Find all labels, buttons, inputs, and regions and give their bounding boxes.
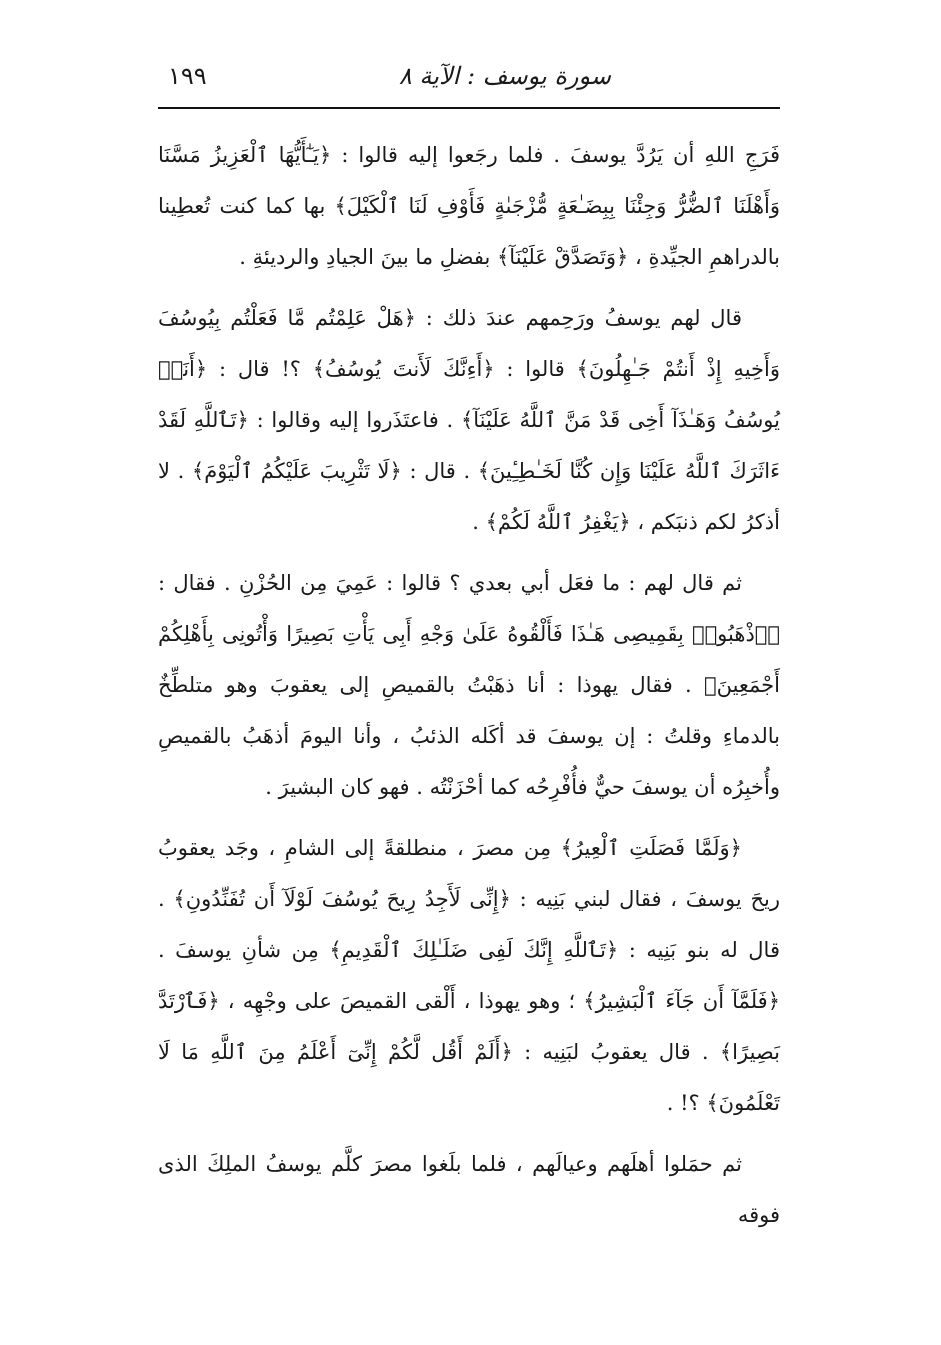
page-number: ١٩٩ bbox=[168, 62, 207, 90]
header-rule bbox=[158, 107, 780, 109]
paragraph: ثم حمَلوا أهلَهم وعيالَهم ، فلما بلَغوا مصرَ كلَّم يوسفُ الملِكَ الذى فوقه bbox=[158, 1152, 780, 1227]
paragraph: فَرَجِ اللهِ أن يَرُدَّ يوسفَ . فلما رجَعوا إليه قالوا : ﴿يَـٰٓأَيُّهَا ٱلْعَزِيزُ مَسَّنَا وَأَهْلَنَا ٱلضُّرُّ وَجِئْنَا بِبِضَـٰعَةٍ مُّزْجَىٰةٍ فَأَوْفِ لَنَا ٱلْكَيْلَ﴾ بها كما كنت تُعطِينا بالدراهمِ الجيِّدةِ ، ﴿وَتَصَدَّقْ عَلَيْنَآ﴾ بفضلِ ما بينَ الجيادِ والرديئةِ . bbox=[158, 143, 780, 269]
running-title: سورة يوسف : الآية ٨ bbox=[398, 62, 611, 90]
paragraph: ثم قال لهم : ما فعَل أبي بعدي ؟ قالوا : عَمِيَ مِن الحُزْنِ . فقال : ﴿ٱذْهَبُوا۟ بِقَمِيصِى هَـٰذَا فَأَلْقُوهُ عَلَىٰ وَجْهِ أَبِى يَأْتِ بَصِيرًا وَأْتُونِى بِأَهْلِكُمْ أَجْمَعِينَ﴾ . فقال يهوذا : أنا ذهَبْتُ بالقميصِ إلى يعقوبَ وهو متلطِّخٌ بالدماءِ وقلتُ : إن يوسفَ قد أكَله الذئبُ ، وأنا اليومَ أذهَبُ بالقميصِ وأُخبِرُه أن يوسفَ حيٌّ فأُفْرِحُه كما أحْزَنْتُه . فهو كان البشيرَ . bbox=[158, 571, 780, 799]
paragraph: قال لهم يوسفُ ورَحِمهم عندَ ذلك : ﴿هَلْ عَلِمْتُم مَّا فَعَلْتُم بِيُوسُفَ وَأَخِيهِ إِذْ أَنتُمْ جَـٰهِلُونَ﴾ قالوا : ﴿أَءِنَّكَ لَأَنتَ يُوسُفُ﴾ ؟! قال : ﴿أَنَا۠ يُوسُفُ وَهَـٰذَآ أَخِى قَدْ مَنَّ ٱللَّهُ عَلَيْنَآ﴾ . فاعتَذَروا إليه وقالوا : ﴿تَٱللَّهِ لَقَدْ ءَاثَرَكَ ٱللَّهُ عَلَيْنَا وَإِن كُنَّا لَخَـٰطِـِٔينَ﴾ . قال : ﴿لَا تَثْرِيبَ عَلَيْكُمُ ٱلْيَوْمَ﴾ . لا أذكرُ لكم ذنبَكم ، ﴿يَغْفِرُ ٱللَّهُ لَكُمْ﴾ . bbox=[158, 306, 780, 534]
paragraph: ﴿وَلَمَّا فَصَلَتِ ٱلْعِيرُ﴾ مِن مصرَ ، منطلقةً إلى الشامِ ، وجَد يعقوبُ ريحَ يوسفَ ، فقال لبني بَنِيه : ﴿إِنِّى لَأَجِدُ رِيحَ يُوسُفَ لَوْلَآ أَن تُفَنِّدُونِ﴾ . قال له بنو بَنِيه : ﴿تَٱللَّهِ إِنَّكَ لَفِى ضَلَـٰلِكَ ٱلْقَدِيمِ﴾ مِن شأنِ يوسفَ . ﴿فَلَمَّآ أَن جَآءَ ٱلْبَشِيرُ﴾ ؛ وهو يهوذا ، أَلْقى القميصَ على وجْهِه ، ﴿فَٱرْتَدَّ بَصِيرًا﴾ . قال يعقوبُ لبَنِيه : ﴿أَلَمْ أَقُل لَّكُمْ إِنِّىٓ أَعْلَمُ مِنَ ٱللَّهِ مَا لَا تَعْلَمُونَ﴾ ؟! . bbox=[158, 836, 780, 1115]
page-body bbox=[158, 130, 780, 1245]
